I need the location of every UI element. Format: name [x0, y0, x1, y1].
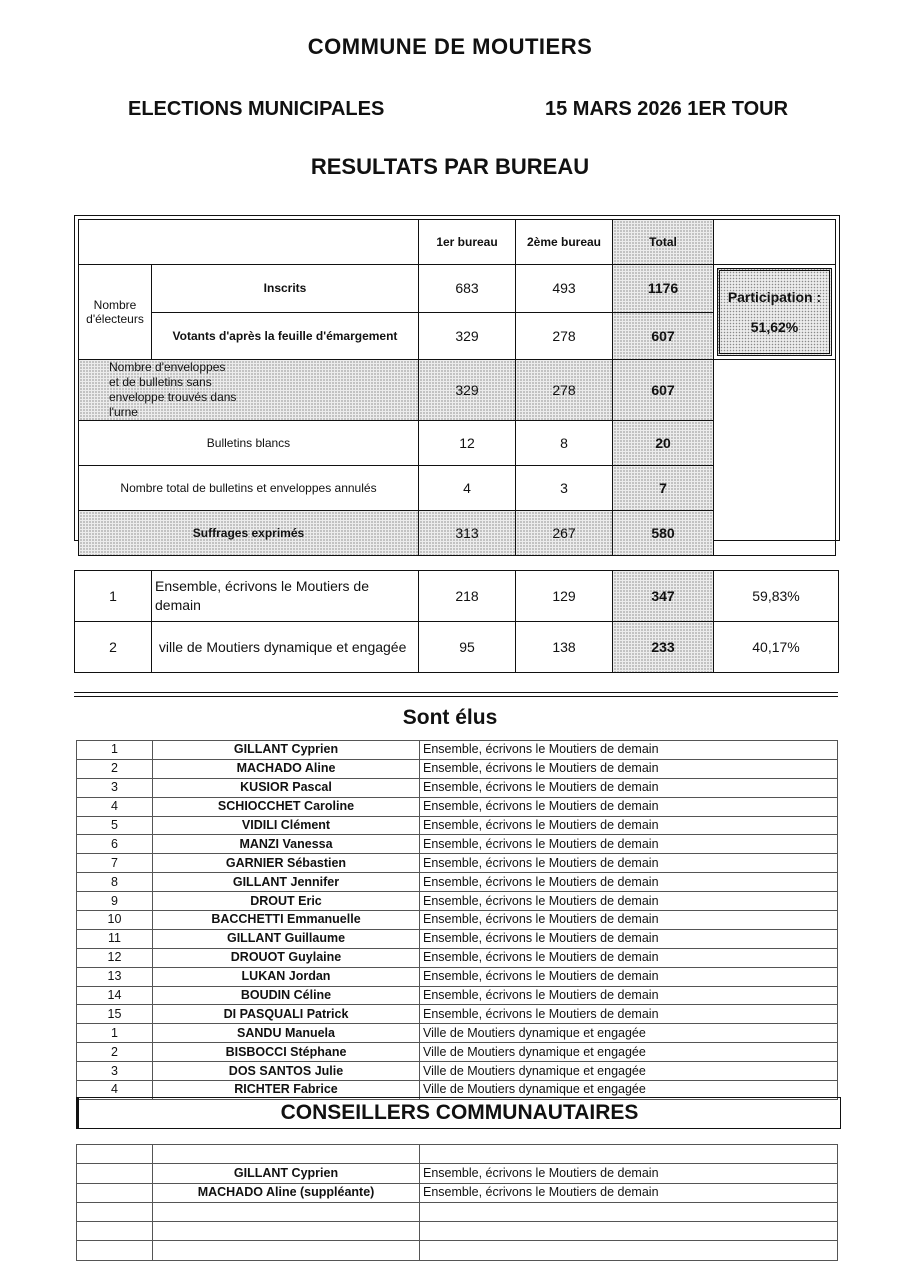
rank-cell: 10 [77, 911, 153, 930]
list-cell: Ensemble, écrivons le Moutiers de demain [420, 1005, 838, 1024]
rank-cell: 12 [77, 948, 153, 967]
cell-total: 607 [613, 312, 714, 360]
row-label: Nombre total de bulletins et enveloppes annulés [79, 466, 419, 511]
list-number: 1 [75, 571, 152, 622]
rank-cell: 2 [77, 1043, 153, 1062]
name-cell: GARNIER Sébastien [153, 854, 420, 873]
name-cell: MACHADO Aline (suppléante) [153, 1183, 420, 1202]
rank-cell [77, 1145, 153, 1164]
col-bureau-2: 2ème bureau [516, 220, 613, 265]
list-total: 233 [613, 622, 714, 673]
cell-b2: 278 [516, 360, 613, 421]
list-cell: Ensemble, écrivons le Moutiers de demain [420, 741, 838, 760]
results-table [78, 219, 836, 556]
list-cell: Ensemble, écrivons le Moutiers de demain [420, 892, 838, 911]
row-label: Bulletins blancs [79, 421, 419, 466]
row-label: Inscrits [152, 265, 419, 313]
elus-table [76, 740, 838, 1100]
participation-label: Participation : [727, 289, 822, 305]
rank-cell: 15 [77, 1005, 153, 1024]
elu-row [77, 1043, 838, 1062]
name-cell: BACCHETTI Emmanuelle [153, 911, 420, 930]
list-cell [420, 1222, 838, 1241]
rank-cell: 4 [77, 1081, 153, 1100]
election-date: 15 MARS 2026 1ER TOUR [545, 98, 789, 120]
elu-row [77, 1005, 838, 1024]
elu-row [77, 967, 838, 986]
participation-value: 51,62% [750, 319, 799, 335]
list-row [75, 571, 839, 622]
name-cell: DROUT Eric [153, 892, 420, 911]
elu-row [77, 873, 838, 892]
participation-box [717, 268, 832, 356]
list-cell: Ensemble, écrivons le Moutiers de demain [420, 911, 838, 930]
row-label: Nombre d'enveloppes et de bulletins sans enveloppe trouvés dans l'urne [79, 360, 419, 421]
rank-cell: 14 [77, 986, 153, 1005]
cell-b2: 267 [516, 511, 613, 556]
list-cell: Ensemble, écrivons le Moutiers de demain [420, 778, 838, 797]
name-cell: MACHADO Aline [153, 759, 420, 778]
elu-row [77, 854, 838, 873]
rank-cell [77, 1183, 153, 1202]
name-cell: SCHIOCCHET Caroline [153, 797, 420, 816]
list-cell: Ensemble, écrivons le Moutiers de demain [420, 948, 838, 967]
col-bureau-1: 1er bureau [419, 220, 516, 265]
name-cell: KUSIOR Pascal [153, 778, 420, 797]
list-cell: Ville de Moutiers dynamique et engagée [420, 1062, 838, 1081]
cell-b1: 12 [419, 421, 516, 466]
elu-row [77, 1024, 838, 1043]
name-cell: GILLANT Guillaume [153, 929, 420, 948]
elu-row [77, 778, 838, 797]
conseiller-row [77, 1222, 838, 1241]
list-percent: 59,83% [714, 571, 839, 622]
list-cell [420, 1241, 838, 1260]
cell-b1: 313 [419, 511, 516, 556]
conseillers-title: CONSEILLERS COMMUNAUTAIRES [76, 1097, 841, 1129]
rank-cell: 2 [77, 759, 153, 778]
name-cell: RICHTER Fabrice [153, 1081, 420, 1100]
cell-total: 7 [613, 466, 714, 511]
rank-cell: 5 [77, 816, 153, 835]
elu-row [77, 986, 838, 1005]
conseiller-row [77, 1145, 838, 1164]
conseiller-row [77, 1183, 838, 1202]
name-cell [153, 1145, 420, 1164]
elu-row [77, 816, 838, 835]
elu-row [77, 948, 838, 967]
results-row-enveloppes [79, 360, 836, 421]
list-cell [420, 1202, 838, 1221]
row-label: Votants d'après la feuille d'émargement [152, 312, 419, 360]
list-cell: Ensemble, écrivons le Moutiers de demain [420, 967, 838, 986]
rank-cell: 7 [77, 854, 153, 873]
rank-cell: 6 [77, 835, 153, 854]
rank-cell: 13 [77, 967, 153, 986]
header-empty [79, 220, 419, 265]
cell-total: 580 [613, 511, 714, 556]
cell-b2: 278 [516, 312, 613, 360]
participation-cell [714, 265, 836, 360]
list-cell: Ensemble, écrivons le Moutiers de demain [420, 759, 838, 778]
elu-row [77, 1062, 838, 1081]
name-cell: DOS SANTOS Julie [153, 1062, 420, 1081]
cell-total: 1176 [613, 265, 714, 313]
name-cell: BISBOCCI Stéphane [153, 1043, 420, 1062]
list-cell: Ensemble, écrivons le Moutiers de demain [420, 816, 838, 835]
section-title: RESULTATS PAR BUREAU [310, 154, 590, 179]
commune-title: COMMUNE DE MOUTIERS [307, 34, 593, 59]
rank-cell [77, 1164, 153, 1183]
list-cell: Ensemble, écrivons le Moutiers de demain [420, 854, 838, 873]
elu-row [77, 835, 838, 854]
rank-cell: 9 [77, 892, 153, 911]
list-cell [420, 1145, 838, 1164]
electeurs-group-label: Nombre d'électeurs [79, 265, 152, 360]
rank-cell: 3 [77, 1062, 153, 1081]
name-cell: DI PASQUALI Patrick [153, 1005, 420, 1024]
rank-cell: 8 [77, 873, 153, 892]
rank-cell [77, 1222, 153, 1241]
list-number: 2 [75, 622, 152, 673]
rank-cell: 4 [77, 797, 153, 816]
list-b1: 218 [419, 571, 516, 622]
lists-table [74, 570, 839, 673]
list-cell: Ensemble, écrivons le Moutiers de demain [420, 835, 838, 854]
elu-row [77, 797, 838, 816]
name-cell: LUKAN Jordan [153, 967, 420, 986]
cell-b1: 329 [419, 312, 516, 360]
cell-total: 20 [613, 421, 714, 466]
conseiller-row [77, 1241, 838, 1260]
list-cell: Ville de Moutiers dynamique et engagée [420, 1081, 838, 1100]
list-cell: Ensemble, écrivons le Moutiers de demain [420, 986, 838, 1005]
elu-row [77, 911, 838, 930]
rank-cell [77, 1202, 153, 1221]
conseiller-row [77, 1202, 838, 1221]
list-cell: Ensemble, écrivons le Moutiers de demain [420, 797, 838, 816]
rank-cell: 3 [77, 778, 153, 797]
name-cell: MANZI Vanessa [153, 835, 420, 854]
elu-row [77, 759, 838, 778]
name-cell [153, 1222, 420, 1241]
list-b2: 138 [516, 622, 613, 673]
cell-b2: 493 [516, 265, 613, 313]
cell-b1: 4 [419, 466, 516, 511]
separator-line [74, 692, 838, 697]
header-right-empty [714, 220, 836, 265]
list-b1: 95 [419, 622, 516, 673]
list-total: 347 [613, 571, 714, 622]
name-cell: GILLANT Jennifer [153, 873, 420, 892]
rank-cell: 11 [77, 929, 153, 948]
cell-b2: 3 [516, 466, 613, 511]
elus-title: Sont élus [402, 706, 498, 729]
cell-b1: 683 [419, 265, 516, 313]
name-cell: SANDU Manuela [153, 1024, 420, 1043]
list-cell: Ville de Moutiers dynamique et engagée [420, 1024, 838, 1043]
name-cell: DROUOT Guylaine [153, 948, 420, 967]
rank-cell: 1 [77, 1024, 153, 1043]
list-cell: Ville de Moutiers dynamique et engagée [420, 1043, 838, 1062]
cell-b1: 329 [419, 360, 516, 421]
list-name: ville de Moutiers dynamique et engagée [152, 622, 419, 673]
name-cell: GILLANT Cyprien [153, 741, 420, 760]
rank-cell [77, 1241, 153, 1260]
conseillers-table [76, 1144, 838, 1261]
results-row-inscrits [79, 265, 836, 313]
list-cell: Ensemble, écrivons le Moutiers de demain [420, 1183, 838, 1202]
list-name: Ensemble, écrivons le Moutiers de demain [152, 571, 419, 622]
election-type: ELECTIONS MUNICIPALES [128, 98, 385, 120]
list-cell: Ensemble, écrivons le Moutiers de demain [420, 929, 838, 948]
right-empty-block [714, 360, 836, 556]
rank-cell: 1 [77, 741, 153, 760]
col-total: Total [613, 220, 714, 265]
name-cell [153, 1241, 420, 1260]
list-percent: 40,17% [714, 622, 839, 673]
elu-row [77, 929, 838, 948]
name-cell: VIDILI Clément [153, 816, 420, 835]
name-cell: GILLANT Cyprien [153, 1164, 420, 1183]
list-row [75, 622, 839, 673]
elu-row [77, 892, 838, 911]
conseiller-row [77, 1164, 838, 1183]
elu-row [77, 741, 838, 760]
name-cell: BOUDIN Céline [153, 986, 420, 1005]
list-cell: Ensemble, écrivons le Moutiers de demain [420, 873, 838, 892]
name-cell [153, 1202, 420, 1221]
row-label: Suffrages exprimés [79, 511, 419, 556]
cell-total: 607 [613, 360, 714, 421]
results-header-row [79, 220, 836, 265]
cell-b2: 8 [516, 421, 613, 466]
list-cell: Ensemble, écrivons le Moutiers de demain [420, 1164, 838, 1183]
list-b2: 129 [516, 571, 613, 622]
